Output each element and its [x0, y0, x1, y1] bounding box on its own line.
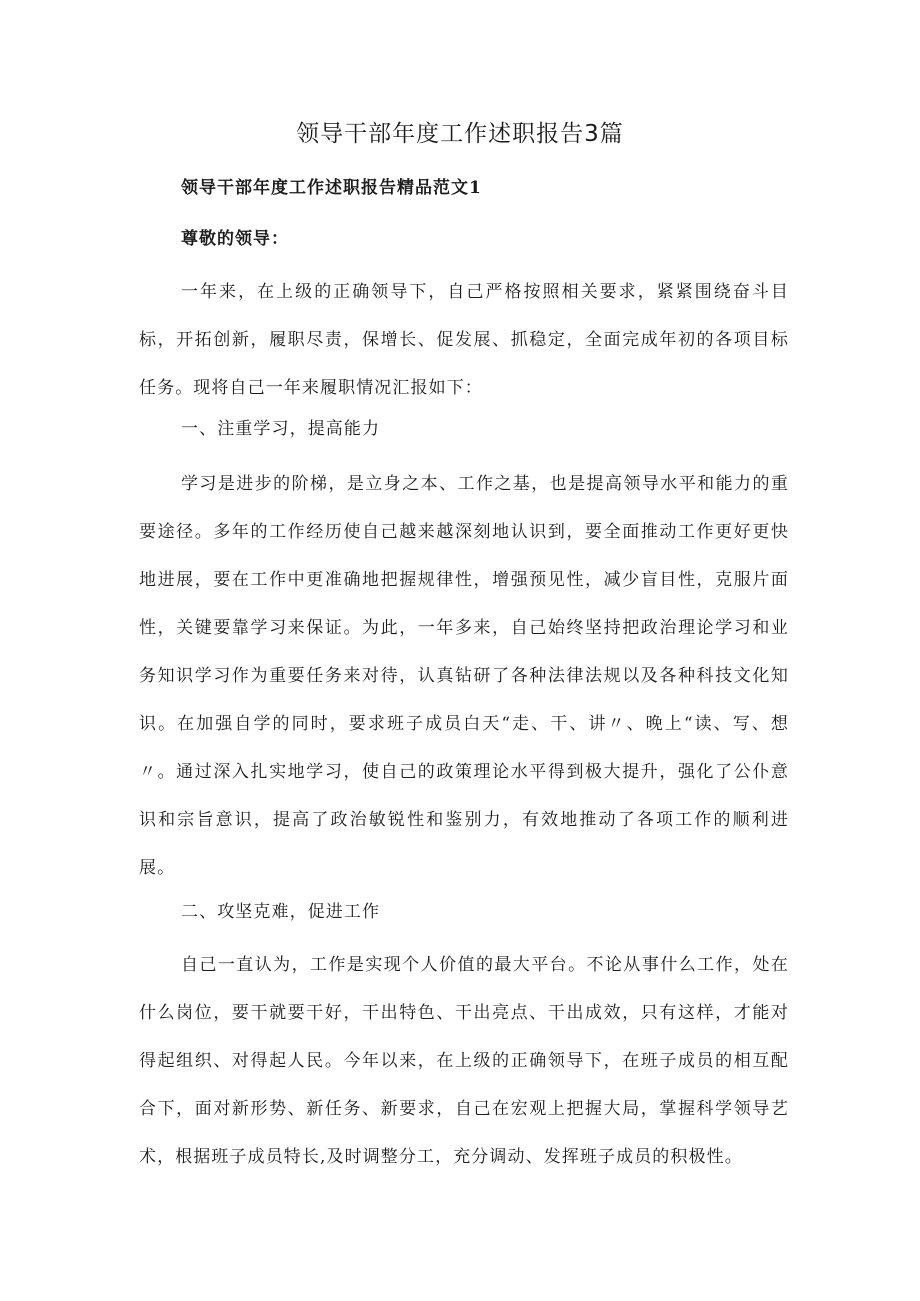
section-1-paragraph: 学习是进步的阶梯，是立身之本、工作之基，也是提高领导水平和能力的重要途径。多年的工作经历使自己越来越深刻地认识到，要全面推动工作更好更快地进展，要在工作中更准确地把握规律性，增强预见性，减少盲目性，克服片面性，关键要靠学习来保证。为此，一年多来，自己始终坚持把政治理论学习和业务知识学习作为重要任务来对待，认真钻研了各种法律法规以及各种科技文化知识。在加强自学的同时，要求班子成员白天“走、干、讲〃、晚上“读、写、想〃。通过深入扎实地学习，使自己的政策理论水平得到极大提升，强化了公仆意识和宗旨意识，提高了政治敏锐性和鉴别力，有效地推动了各项工作的顺利进展。 — [139, 474, 789, 878]
section-2-paragraph: 自己一直认为，工作是实现个人价值的最大平台。不论从事什么工作，处在什么岗位，要干就要干好，干出特色、干出亮点、干出成效，只有这样，才能对得起组织、对得起人民。今年以来，在上级的正确领导下，在班子成员的相互配合下，面对新形势、新任务、新要求，自己在宏观上把握大局，掌握科学领导艺术，根据班子成员特长,及时调整分工，充分调动、发挥班子成员的积极性。 — [139, 955, 789, 1167]
salutation: 尊敬的领导： — [181, 229, 289, 249]
section-heading-1: 一、注重学习，提高能力 — [181, 419, 381, 439]
document-subtitle: 领导干部年度工作述职报告精品范文1 — [181, 178, 482, 198]
section-heading-2: 二、攻坚克难，促进工作 — [181, 902, 381, 922]
document-title: 领导干部年度工作述职报告3篇 — [296, 121, 624, 147]
intro-paragraph: 一年来，在上级的正确领导下，自己严格按照相关要求，紧紧围绕奋斗目标，开拓创新，履职尽责，保增长、促发展、抓稳定，全面完成年初的各项目标任务。现将自己一年来履职情况汇报如下： — [139, 282, 789, 398]
